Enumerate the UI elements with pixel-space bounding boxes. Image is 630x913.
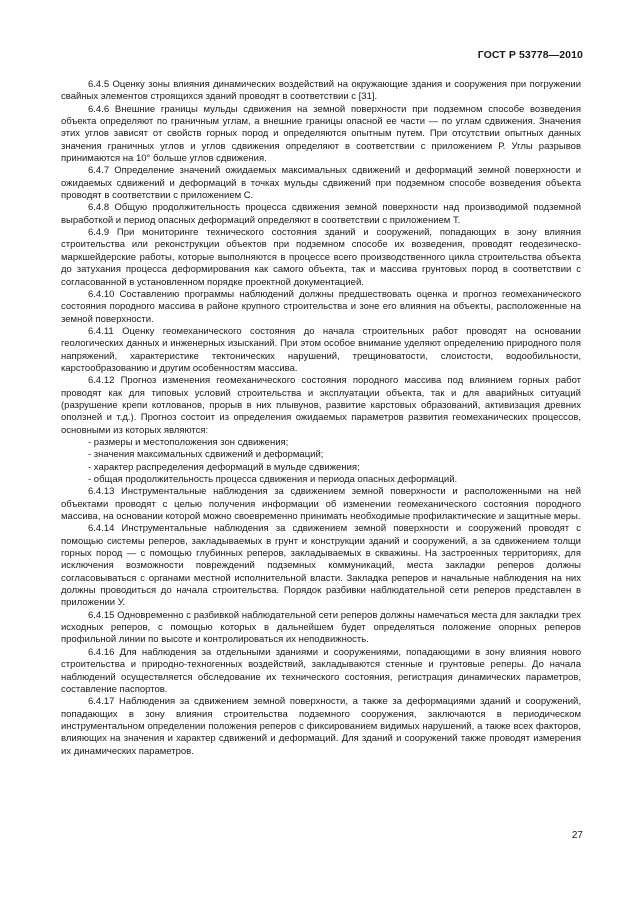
paragraph-6-4-14: 6.4.14 Инструментальные наблюдения за сдвижением земной поверхности и сооружений проводят с помощью системы реперов, закладываемых в грунт и конструкции зданий и сооружений, а за сдвижением толщи горных пород — с помощью глубинных реперов, закладываемых в скважины. На застроенных территориях, для исключения возможности повреждений подземных коммуникаций, места закладки реперов должны согласовываться с органами местной исполнительной власти. Закладка реперов и начальные наблюдения на них должны проводиться до начала строительства. Порядок разбивки наблюдательной сети реперов представлен в приложении У.	[61, 523, 581, 609]
list-item: - значения максимальных сдвижений и деформаций;	[88, 449, 324, 461]
paragraph-6-4-9: 6.4.9 При мониторинге технического состояния зданий и сооружений, попадающих в зону влияния строительства или реконструкции объектов при подземном способе их возведения, проводят геодезическо-маркшейдерские работы, которые выполняются в процессе всего производственного цикла строительства объекта до затухания процесса деформирования как самого объекта, так и массива грунтовых пород в соответствии с согласованной в установленном порядке проектной документацией.	[61, 227, 581, 288]
paragraph-6-4-8: 6.4.8 Общую продолжительность процесса сдвижения земной поверхности над производимой подземной выработкой и период опасных деформаций определяют в соответствии с приложением Т.	[61, 202, 581, 226]
paragraph-6-4-11: 6.4.11 Оценку геомеханического состояния до начала строительных работ проводят на основании геологических данных и инженерных изысканий. При этом особое внимание уделяют определению природного поля напряжений, характеристике тектонических нарушений, трещиноватости, слоистости, водообильности, карстообразованию и другим особенностям массива.	[61, 325, 581, 374]
paragraph-6-4-7: 6.4.7 Определение значений ожидаемых максимальных сдвижений и деформаций земной поверхности и ожидаемых сдвижений и деформаций в точках мульды сдвижений при подземном способе возведения объекта проводят в соответствии с приложением С.	[61, 165, 581, 202]
list-item: - характер распределения деформаций в мульде сдвижения;	[88, 461, 360, 473]
paragraph-6-4-16: 6.4.16 Для наблюдения за отдельными зданиями и сооружениями, попадающими в зону влияния нового строительства и природно-техногенных воздействий, закладываются стенные и грунтовые реперы. До начала наблюдений осуществляется обследование их технического состояния, регистрация динамических параметров, составление паспортов.	[61, 646, 581, 695]
paragraph-6-4-12: 6.4.12 Прогноз изменения геомеханического состояния породного массива под влиянием горных работ проводят как для типовых условий строительства и эксплуатации объекта, так и для аварийных ситуаций (разрушение крепи котлованов, прорыв в них плывунов, развитие карстовых образований, активизация древних оползней и т.д.). Прогноз состоит из определения ожидаемых параметров развития геомеханических процессов, основными из которых являются:	[61, 375, 581, 436]
paragraph-6-4-17: 6.4.17 Наблюдения за сдвижением земной поверхности, а также за деформациями зданий и сооружений, попадающих в зону влияния строительства подземного сооружения, заключаются в периодическом инструментальном определении положения реперов с фиксированием видимых нарушений, а также всех факторов, влияющих на значения и характер сдвижений и деформаций. Для зданий и сооружений также проводят измерения их динамических параметров.	[61, 696, 581, 757]
page-number: 27	[571, 830, 583, 841]
document-body	[61, 79, 581, 758]
list-item: - размеры и местоположения зон сдвижения;	[88, 436, 289, 448]
paragraph-6-4-5: 6.4.5 Оценку зоны влияния динамических воздействий на окружающие здания и сооружения при погружении свайных элементов строящихся зданий проводят в соответствии с [31].	[61, 79, 581, 103]
paragraph-6-4-10: 6.4.10 Составлению программы наблюдений должны предшествовать оценка и прогноз геомеханического состояния породного массива в районе крупного строительства и зоне его влияния на объекты, расположенные на земной поверхности.	[61, 288, 581, 325]
paragraph-6-4-13: 6.4.13 Инструментальные наблюдения за сдвижением земной поверхности и расположенными на ней объектами проводят с целью получения информации об изменении геомеханического состояния породного массива, на основании которой можно своевременно принимать необходимые профилактические и защитные меры.	[61, 486, 581, 523]
list-item: - общая продолжительность процесса сдвижения и периода опасных деформаций.	[88, 474, 458, 485]
paragraph-6-4-15: 6.4.15 Одновременно с разбивкой наблюдательной сети реперов должны намечаться места для закладки трех исходных реперов, с помощью которых в дальнейшем будет определяться положение опорных реперов профильной линии по высоте и контролироваться их неподвижность.	[61, 609, 581, 646]
standard-header: ГОСТ Р 53778—2010	[477, 49, 583, 61]
paragraph-6-4-6: 6.4.6 Внешние границы мульды сдвижения на земной поверхности при подземном способе возведения объекта определяют по граничным углам, а внешние границы опасной ее части — по углам сдвижения. Значения этих углов зависят от свойств горных пород и определяются опытным путем. При отсутствии опытных данных значения граничных углов и углов сдвижения определяют в соответствии с приложением Р. Углы разрывов принимаются на 10° больше углов сдвижения.	[61, 103, 581, 165]
